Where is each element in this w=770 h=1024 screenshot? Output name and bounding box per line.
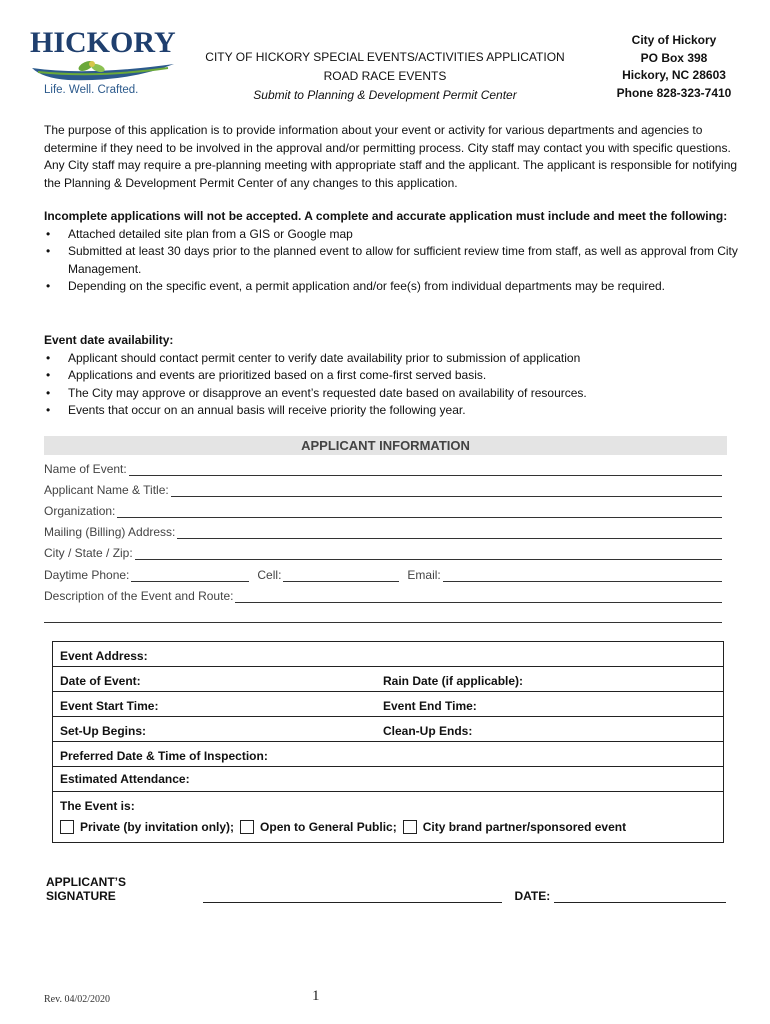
event-type-label: The Event is: bbox=[60, 799, 135, 813]
inspection-label: Preferred Date & Time of Inspection: bbox=[60, 749, 268, 763]
revision-date: Rev. 04/02/2020 bbox=[44, 994, 111, 1005]
event-name-row bbox=[44, 458, 724, 476]
private-checkbox[interactable] bbox=[60, 820, 74, 834]
logo-state: North Carolina bbox=[110, 59, 159, 68]
contact-block bbox=[608, 32, 740, 102]
phone-row bbox=[44, 564, 724, 582]
hickory-logo-mark bbox=[28, 24, 178, 84]
contact-phone: Phone 828-323-7410 bbox=[616, 85, 732, 100]
organization-label: Organization: bbox=[44, 504, 116, 518]
event-details-table bbox=[52, 641, 724, 843]
availability-heading: Event date availability: bbox=[44, 333, 174, 347]
hickory-logo bbox=[28, 24, 178, 102]
organization-field[interactable] bbox=[117, 504, 722, 518]
mailing-row bbox=[44, 521, 724, 539]
logo-name: HICKORY bbox=[30, 26, 176, 59]
table-row bbox=[53, 642, 723, 667]
signature-row bbox=[46, 875, 726, 903]
description-row bbox=[44, 585, 724, 603]
name-title-row bbox=[44, 479, 724, 497]
end-time-label: Event End Time: bbox=[383, 699, 477, 713]
city-state-zip-row bbox=[44, 542, 724, 560]
event-type-options bbox=[60, 820, 632, 834]
sponsored-option-label: City brand partner/sponsored event bbox=[422, 820, 627, 834]
table-row bbox=[53, 792, 723, 842]
name-title-label: Applicant Name & Title: bbox=[44, 483, 169, 497]
table-row bbox=[53, 717, 723, 742]
list-item: • Depending on the specific event, a permit application and/or fee(s) from individual departments may be required. bbox=[44, 278, 744, 296]
contact-city: Hickory, NC 28603 bbox=[622, 68, 726, 82]
list-item: • Submitted at least 30 days prior to the planned event to allow for sufficient review time from staff, as well as approval from City Management. bbox=[44, 243, 744, 278]
applicant-info-header bbox=[44, 436, 727, 455]
page-number: 1 bbox=[312, 988, 320, 1004]
cell-field[interactable] bbox=[283, 568, 399, 582]
mailing-label: Mailing (Billing) Address: bbox=[44, 525, 176, 539]
cell-label: Cell: bbox=[257, 568, 282, 582]
requirements-heading: Incomplete applications will not be accepted. A complete and accurate application must include and meet the following: bbox=[44, 209, 728, 223]
event-date-label: Date of Event: bbox=[60, 674, 141, 688]
name-title-field[interactable] bbox=[171, 483, 722, 497]
table-row bbox=[53, 667, 723, 692]
contact-box: PO Box 398 bbox=[640, 50, 708, 65]
setup-label: Set-Up Begins: bbox=[60, 724, 147, 738]
intro-paragraph: The purpose of this application is to provide information about your event or activity for various departments and agencies to determine if they need to be involved in the approval and/or permitting process. City staff may contact you with specific questions. Any City staff may require a pre-planning meeting with appropriate staff and the applicant. The applicant is responsible for notifying the Planning & Development Permit Center of any changes to this application. bbox=[44, 123, 738, 190]
city-state-zip-field[interactable] bbox=[135, 546, 722, 560]
document-header bbox=[190, 48, 580, 105]
organization-row bbox=[44, 500, 724, 518]
table-row bbox=[53, 767, 723, 792]
sponsored-checkbox[interactable] bbox=[403, 820, 417, 834]
section-title: APPLICANT INFORMATION bbox=[301, 438, 470, 453]
private-option-label: Private (by invitation only); bbox=[80, 820, 235, 834]
mailing-field[interactable] bbox=[177, 525, 722, 539]
list-item: • Applications and events are prioritized based on a first come-first served basis. bbox=[44, 367, 744, 385]
email-label: Email: bbox=[407, 568, 441, 582]
list-item: • Events that occur on an annual basis will receive priority the following year. bbox=[44, 402, 744, 420]
public-option-label: Open to General Public; bbox=[260, 820, 397, 834]
table-row bbox=[53, 692, 723, 717]
signature-label: APPLICANT’S SIGNATURE bbox=[46, 875, 127, 903]
date-field[interactable] bbox=[554, 890, 726, 903]
availability-section bbox=[44, 332, 744, 420]
city-state-zip-label: City / State / Zip: bbox=[44, 546, 133, 560]
description-label: Description of the Event and Route: bbox=[44, 589, 234, 603]
logo-tagline: Life. Well. Crafted. bbox=[44, 84, 139, 96]
requirements-section bbox=[44, 208, 744, 296]
document-title: CITY OF HICKORY SPECIAL EVENTS/ACTIVITIES APPLICATION bbox=[205, 50, 565, 64]
attendance-label: Estimated Attendance: bbox=[60, 772, 190, 786]
start-time-label: Event Start Time: bbox=[60, 699, 159, 713]
description-field[interactable] bbox=[235, 589, 722, 603]
public-checkbox[interactable] bbox=[240, 820, 254, 834]
day-phone-field[interactable] bbox=[131, 568, 249, 582]
table-row bbox=[53, 742, 723, 767]
date-label: DATE: bbox=[514, 889, 551, 903]
event-name-field[interactable] bbox=[129, 462, 722, 476]
list-item: • The City may approve or disapprove an event’s requested date based on availability of resources. bbox=[44, 385, 744, 403]
cleanup-label: Clean-Up Ends: bbox=[383, 724, 473, 738]
email-field[interactable] bbox=[443, 568, 722, 582]
event-address-label: Event Address: bbox=[60, 649, 148, 663]
description-field-continued[interactable] bbox=[44, 622, 722, 623]
rain-date-label: Rain Date (if applicable): bbox=[383, 674, 524, 688]
day-phone-label: Daytime Phone: bbox=[44, 568, 130, 582]
event-name-label: Name of Event: bbox=[44, 462, 127, 476]
document-subtitle: ROAD RACE EVENTS bbox=[323, 69, 447, 83]
signature-field[interactable] bbox=[203, 890, 503, 903]
submit-note: Submit to Planning & Development Permit Center bbox=[253, 88, 517, 102]
list-item: • Attached detailed site plan from a GIS or Google map bbox=[44, 226, 744, 244]
list-item: • Applicant should contact permit center to verify date availability prior to submission of application bbox=[44, 350, 744, 368]
contact-org: City of Hickory bbox=[631, 33, 717, 47]
